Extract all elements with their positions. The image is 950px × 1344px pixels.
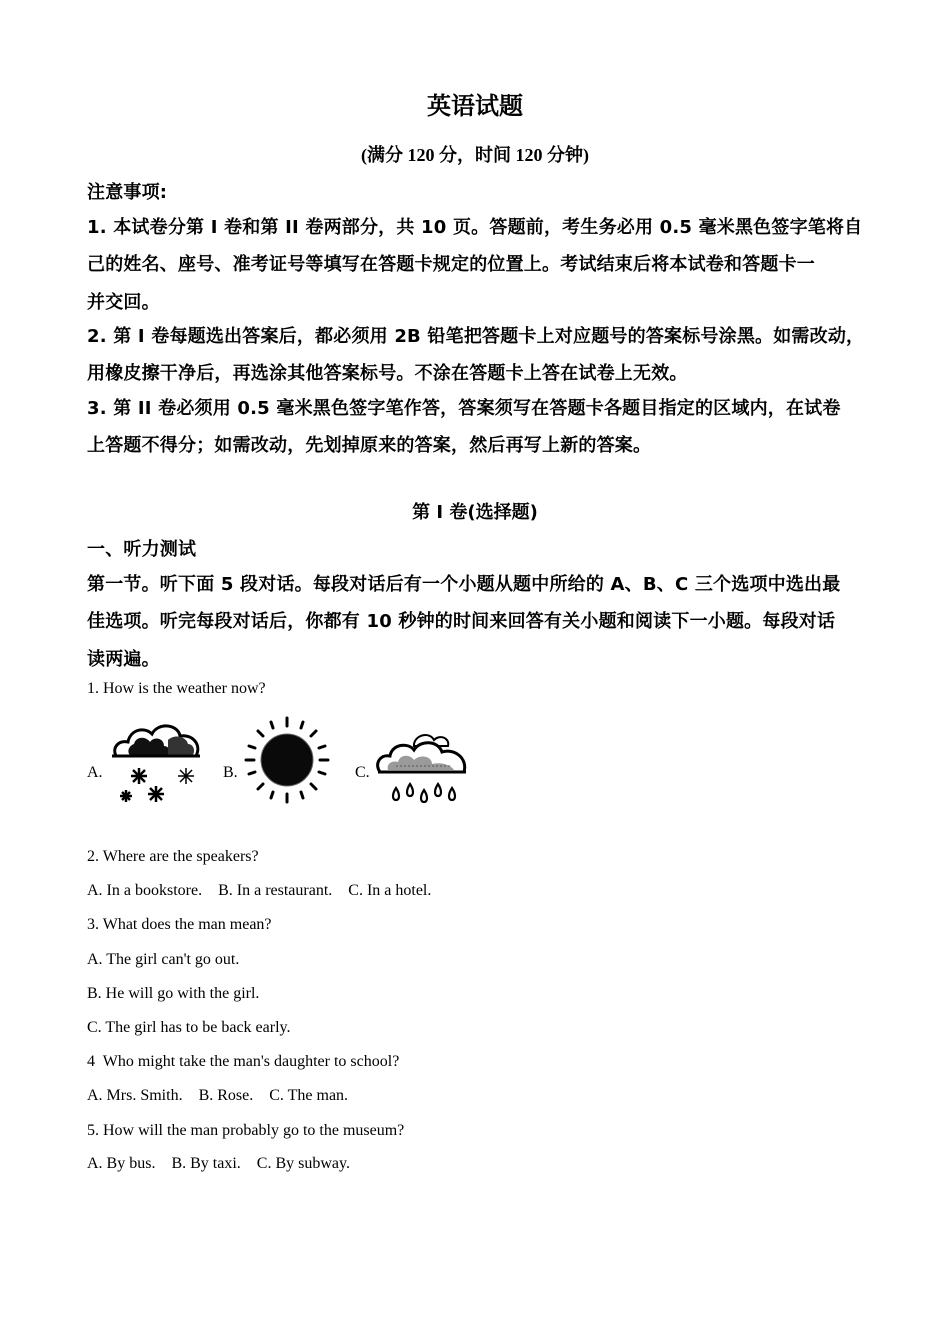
notice-line-1: 1. 本试卷分第 I 卷和第 II 卷两部分，共 10 页。答题前，考生务必用 0.5 毫米黑色签字笔将自: [87, 217, 863, 238]
question-3: 3. What does the man mean?: [87, 916, 272, 933]
question-3-option-a: A. The girl can't go out.: [87, 951, 240, 968]
page-title: 英语试题: [427, 92, 523, 120]
notice-heading: 注意事项:: [87, 182, 168, 203]
question-5: 5. How will the man probably go to the museum?: [87, 1122, 405, 1139]
question-3-option-c: C. The girl has to be back early.: [87, 1019, 291, 1036]
page-subtitle: (满分 120 分，时间 120 分钟): [361, 145, 589, 165]
question-4-options: A. Mrs. Smith. B. Rose. C. The man.: [87, 1087, 349, 1104]
notice-line-3: 并交回。: [87, 292, 160, 313]
notice-line-5: 用橡皮擦干净后，再选涂其他答案标号。不涂在答题卡上答在试卷上无效。: [87, 363, 688, 384]
sun-icon: [242, 714, 332, 806]
notice-line-2: 己的姓名、座号、准考证号等填写在答题卡规定的位置上。考试结束后将本试卷和答题卡一: [87, 254, 815, 275]
question-2: 2. Where are the speakers?: [87, 848, 259, 865]
instruction-line-1: 第一节。听下面 5 段对话。每段对话后有一个小题从题中所给的 A、B、C 三个选项中选出最: [87, 574, 841, 595]
q1-option-a-label: A.: [87, 764, 103, 781]
section-title: 一、听力测试: [87, 539, 197, 560]
question-5-options: A. By bus. B. By taxi. C. By subway.: [87, 1155, 350, 1172]
question-2-options: A. In a bookstore. B. In a restaurant. C. In a hotel.: [87, 882, 432, 899]
question-1: 1. How is the weather now?: [87, 680, 266, 697]
instruction-line-2: 佳选项。听完每段对话后，你都有 10 秒钟的时间来回答有关小题和阅读下一小题。每段对话: [87, 611, 836, 632]
instruction-line-3: 读两遍。: [87, 649, 160, 670]
notice-line-7: 上答题不得分；如需改动，先划掉原来的答案，然后再写上新的答案。: [87, 435, 652, 456]
notice-line-6: 3. 第 II 卷必须用 0.5 毫米黑色签字笔作答，答案须写在答题卡各题目指定的区域内，在试卷: [87, 398, 841, 419]
question-3-option-b: B. He will go with the girl.: [87, 985, 260, 1002]
cloud-snow-icon: [108, 714, 206, 808]
cloud-rain-icon: [374, 726, 472, 806]
notice-line-4: 2. 第 I 卷每题选出答案后，都必须用 2B 铅笔把答题卡上对应题号的答案标号涂黑。如需改动，: [87, 326, 865, 347]
q1-option-b-label: B.: [223, 764, 238, 781]
part-one-heading: 第 I 卷(选择题): [412, 502, 538, 523]
question-4: 4 Who might take the man's daughter to school?: [87, 1053, 400, 1070]
q1-option-c-label: C.: [355, 764, 370, 781]
